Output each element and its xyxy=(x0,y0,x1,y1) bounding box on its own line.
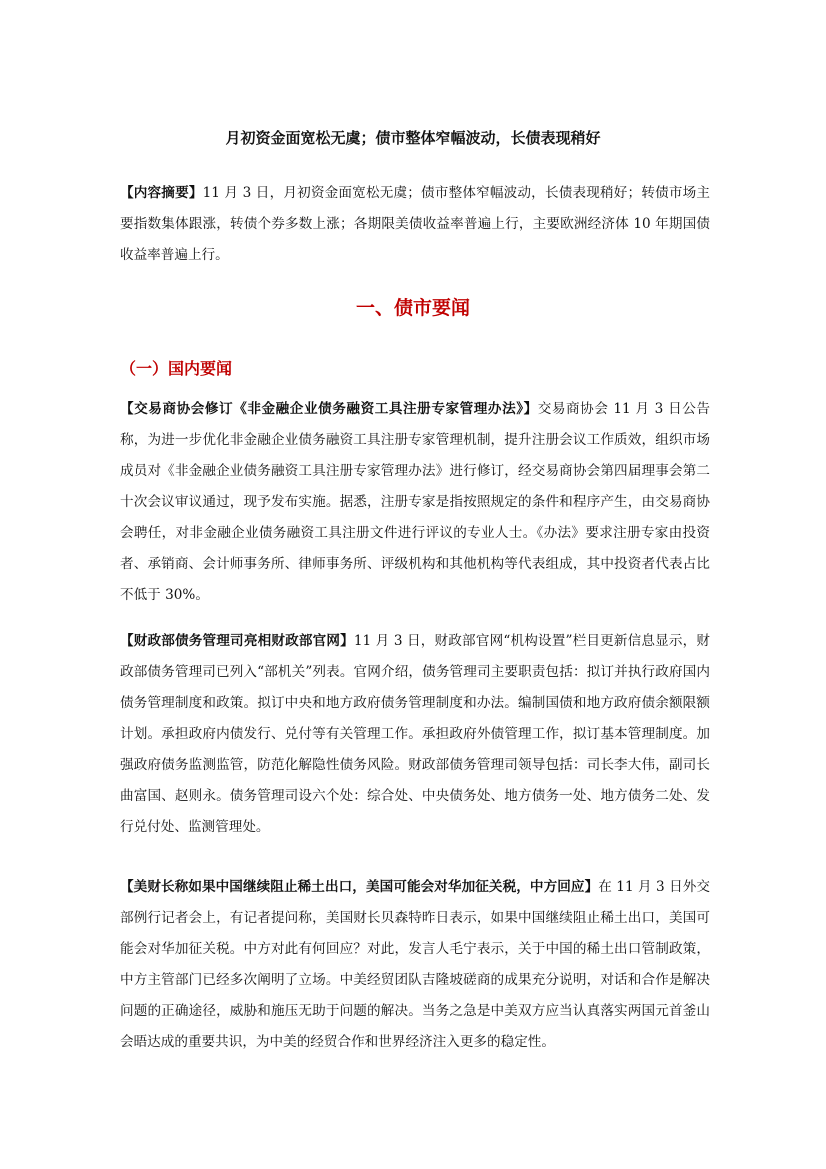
summary-paragraph xyxy=(120,178,710,271)
news-item-text: 交易商协会 11 月 3 日公告称，为进一步优化非金融企业债务融资工具注册专家管理机制，提升注册会议工作质效，组织市场成员对《非金融企业债务融资工具注册专家管理办法》进行修订，经交易商协会第四届理事会第二十次会议审议通过，现予发布实施。据悉，注册专家是指按照规定的条件和程序产生，由交易商协会聘任，对非金融企业债务融资工具注册文件进行评议的专业人士。《办法》要求注册专家由投资者、承销商、会计师事务所、律师事务所、评级机构和其他机构等代表组成，其中投资者代表占比不低于 30%。 xyxy=(120,401,710,603)
document-title: 月初资金面宽松无虞；债市整体窄幅波动，长债表现稍好 xyxy=(225,129,601,147)
news-item-headline: 【交易商协会修订《非金融企业债务融资工具注册专家管理办法》】 xyxy=(120,401,538,417)
news-item xyxy=(120,872,710,1058)
subsection-heading: （一）国内要闻 xyxy=(120,359,233,378)
section-heading: 一、债市要闻 xyxy=(355,297,470,319)
news-item-text: 在 11 月 3 日外交部例行记者会上，有记者提问称，美国财长贝森特昨日表示，如果中国继续阻止稀土出口，美国可能会对华加征关税。中方对此有何回应？对此，发言人毛宁表示，关于中国的稀土出口管制政策，中方主管部门已经多次阐明了立场。中美经贸团队吉隆坡磋商的成果充分说明，对话和合作是解决问题的正确途径，威胁和施压无助于问题的解决。当务之急是中美双方应当认真落实两国元首釜山会晤达成的重要共识，为中美的经贸合作和世界经济注入更多的稳定性。 xyxy=(120,879,710,1050)
news-item-headline: 【美财长称如果中国继续阻止稀土出口，美国可能会对华加征关税，中方回应】 xyxy=(120,879,599,895)
news-item-headline: 【财政部债务管理司亮相财政部官网】 xyxy=(120,633,354,649)
summary-label: 【内容摘要】 xyxy=(120,185,203,201)
news-item xyxy=(120,626,710,843)
summary-text: 11 月 3 日，月初资金面宽松无虞；债市整体窄幅波动，长债表现稍好；转债市场主要指数集体跟涨，转债个券多数上涨；各期限美债收益率普遍上行，主要欧洲经济体 10 年期国债收益率普遍上行。 xyxy=(120,185,710,263)
news-item-text: 11 月 3 日，财政部官网“机构设置”栏目更新信息显示，财政部债务管理司已列入“部机关”列表。官网介绍，债务管理司主要职责包括：拟订并执行政府国内债务管理制度和政策。拟订中央和地方政府债务管理制度和办法。编制国债和地方政府债余额限额计划。承担政府内债发行、兑付等有关管理工作。承担政府外债管理工作，拟订基本管理制度。加强政府债务监测监管，防范化解隐性债务风险。财政部债务管理司领导包括：司长李大伟，副司长曲富国、赵则永。债务管理司设六个处：综合处、中央债务处、地方债务一处、地方债务二处、发行兑付处、监测管理处。 xyxy=(120,633,710,835)
news-item xyxy=(120,394,710,611)
